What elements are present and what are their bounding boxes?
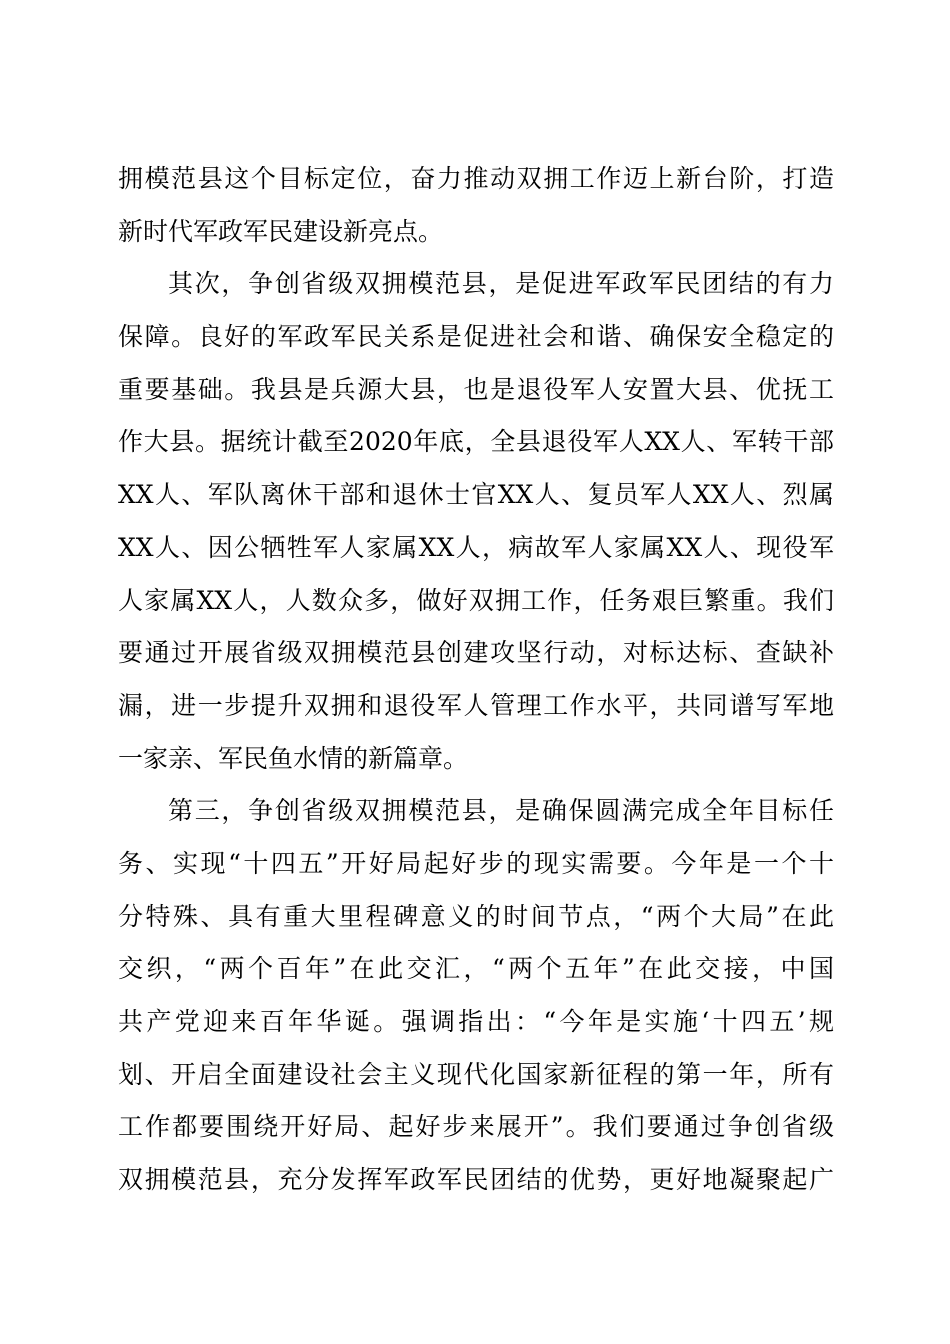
text-line: XX人、军队离休干部和退休士官XX人、复员军人XX人、烈属 [118,480,834,510]
paragraph-start-line: 第三，争创省级双拥模范县，是确保圆满完成全年目标任 [168,796,834,826]
text-line: 重要基础。我县是兵源大县，也是退役军人安置大县、优抚工 [118,374,834,404]
text-line: 务、实现“十四五”开好局起好步的现实需要。今年是一个十 [118,848,834,878]
text-line: 划、开启全面建设社会主义现代化国家新征程的第一年，所有 [118,1059,834,1089]
paragraph-start-line: 其次，争创省级双拥模范县，是促进军政军民团结的有力 [168,269,834,299]
text-line: 作大县。据统计截至2020年底，全县退役军人XX人、军转干部 [118,427,834,457]
text-line: 漏，进一步提升双拥和退役军人管理工作水平，共同谱写军地 [118,690,834,720]
text-line: 一家亲、军民鱼水情的新篇章。 [118,743,469,773]
text-line: 工作都要围绕开好局、起好步来展开”。我们要通过争创省级 [118,1112,834,1142]
text-line: 拥模范县这个目标定位，奋力推动双拥工作迈上新台阶，打造 [118,164,834,193]
text-line: 交织，“两个百年”在此交汇，“两个五年”在此交接，中国 [118,954,834,984]
text-line: 共产党迎来百年华诞。强调指出：“今年是实施‘十四五’规 [118,1007,834,1036]
text-line: 人家属XX人，人数众多，做好双拥工作，任务艰巨繁重。我们 [118,585,834,615]
body-text [118,153,834,1207]
text-line: 双拥模范县，充分发挥军政军民团结的优势，更好地凝聚起广 [118,1165,834,1195]
text-line: 要通过开展省级双拥模范县创建攻坚行动，对标达标、查缺补 [118,638,834,668]
text-line: XX人、因公牺牲军人家属XX人，病故军人家属XX人、现役军 [118,532,834,562]
text-line: 保障。良好的军政军民关系是促进社会和谐、确保安全稳定的 [118,322,834,352]
text-line: 分特殊、具有重大里程碑意义的时间节点，“两个大局”在此 [118,901,834,931]
text-line: 新时代军政军民建设新亮点。 [118,216,444,246]
